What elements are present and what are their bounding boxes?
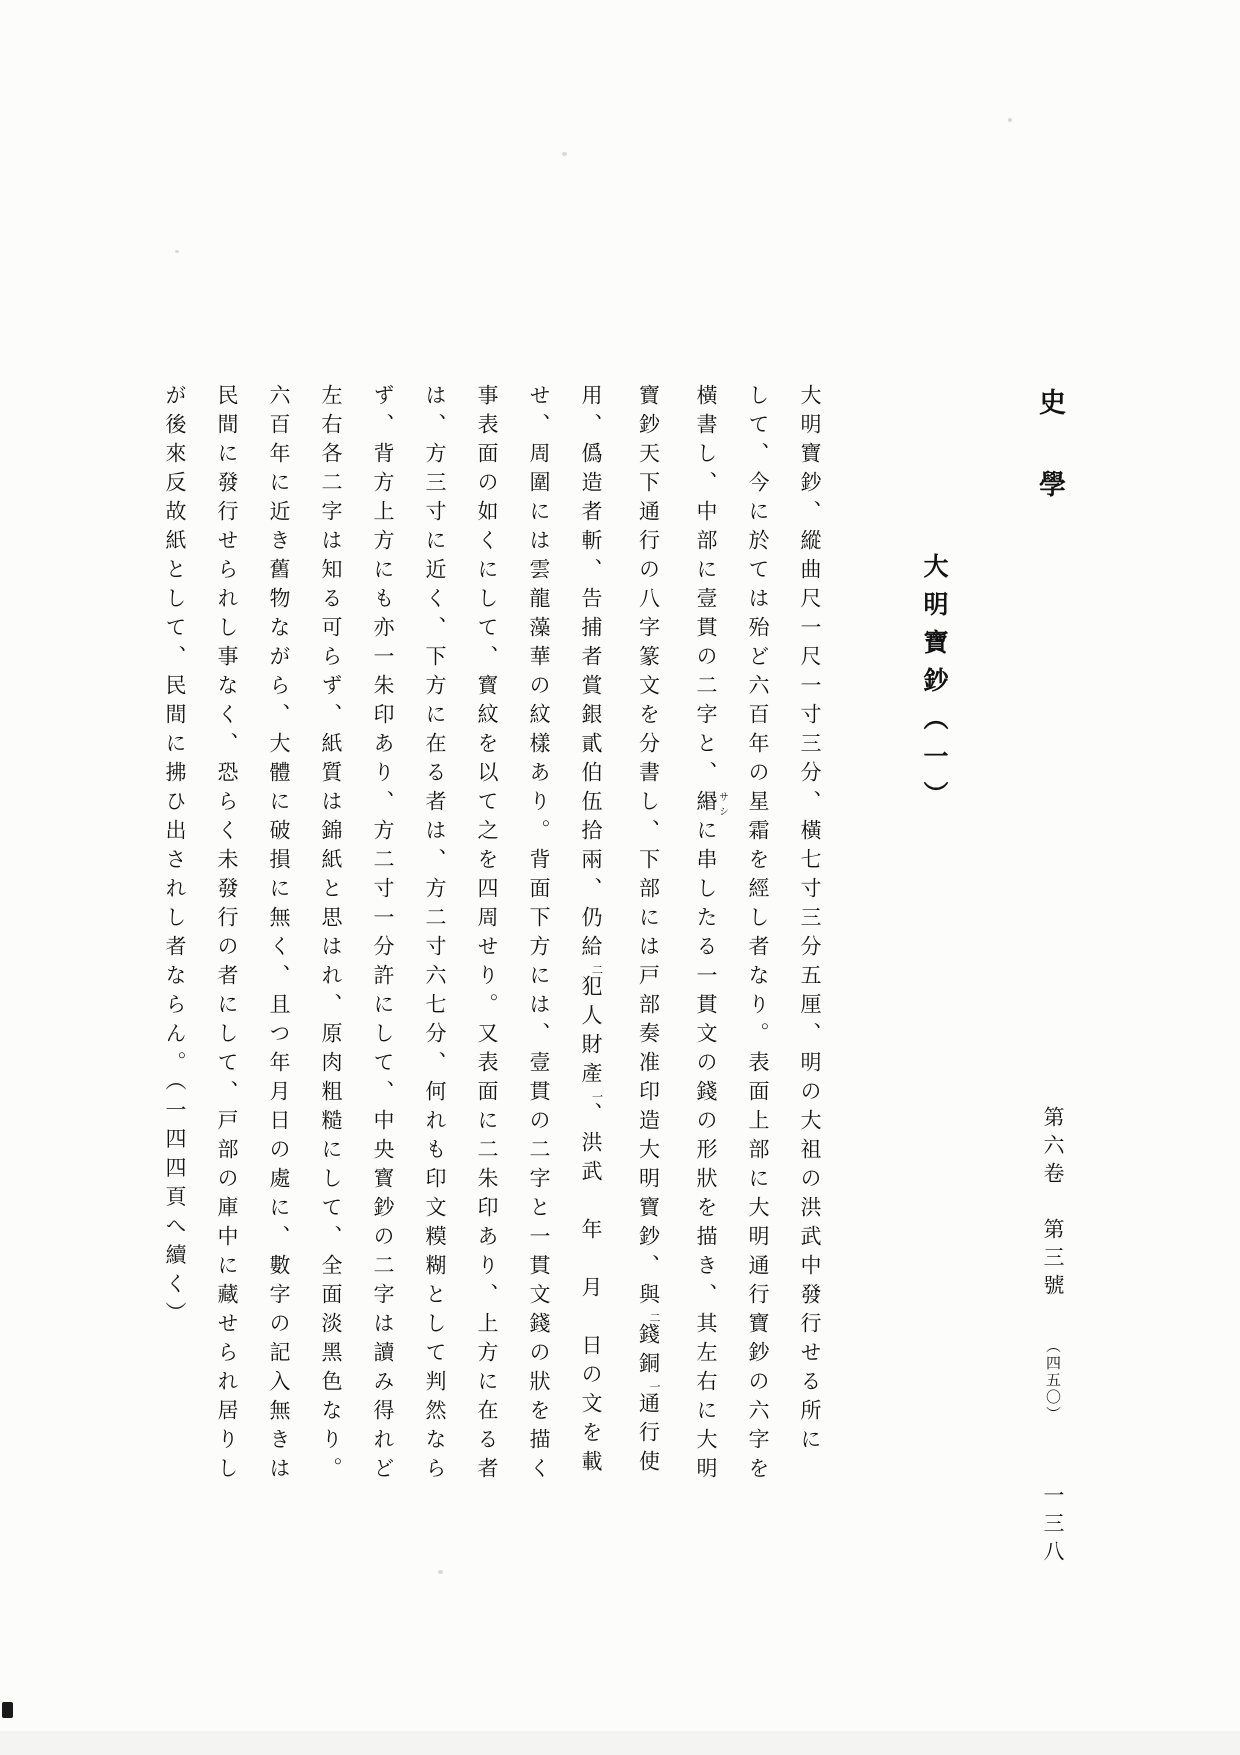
scan-speck bbox=[2, 1702, 13, 1718]
article-title: 大明寶鈔（一） bbox=[920, 553, 949, 819]
text-column: ず、背方上方にも亦一朱印あり、方二寸一分許にして、中央寳鈔の二字は讀み得れど bbox=[371, 384, 395, 1486]
text-column: せ、周圍には雲龍藻華の紋樣あり。背面下方には、壹貫の二字と一貫文錢の狀を描く bbox=[527, 384, 551, 1486]
text-column: 寶鈔天下通行の八字篆文を分書し、下部には戸部奏准印造大明寶鈔、與二錢銅一通行使 bbox=[636, 384, 661, 1479]
serial-number: （四五〇） bbox=[1044, 1337, 1062, 1423]
journal-title: 史 學 bbox=[1034, 388, 1065, 511]
text-column: 用、僞造者斬、告捕者賞銀貳伯伍拾兩、仍給二犯人財產一、洪武 年 月 日の文を載 bbox=[579, 384, 604, 1479]
page-number: 一三八 bbox=[1041, 1484, 1065, 1569]
text-column: 民間に發行せられし事なく、恐らく未發行の者にして、戸部の庫中に藏せられ居りし bbox=[215, 384, 239, 1486]
text-column: が後來反故紙として、民間に拂ひ出されし者ならん。（一四四頁へ續く） bbox=[163, 384, 187, 1331]
volume-issue-label: 第六卷 第三號 bbox=[1041, 1106, 1065, 1302]
scan-speck bbox=[438, 1570, 443, 1574]
kaeriten-mark: 一 bbox=[648, 1381, 661, 1392]
furigana: サシ bbox=[716, 790, 728, 819]
scan-speck bbox=[175, 250, 179, 253]
text-column: 六百年に近き舊物ながら、大體に破損に無く、且つ年月日の處に、數字の記入無きは bbox=[267, 384, 291, 1486]
scan-edge-band bbox=[0, 1731, 1240, 1755]
kaeriten-mark: 二 bbox=[648, 1312, 661, 1323]
text-column: は、方三寸に近く、下方に在る者は、方二寸六七分、何れも印文糢糊として判然なら bbox=[423, 384, 447, 1486]
volume-info bbox=[1038, 1106, 1068, 1568]
kaeriten-mark: 一 bbox=[590, 1091, 604, 1102]
kaeriten-mark: 二 bbox=[590, 964, 604, 975]
article-body bbox=[160, 384, 836, 1508]
text-column: 事表面の如くにして、寳紋を以て之を四周せり。又表面に二朱印あり、上方に在る者 bbox=[475, 384, 499, 1486]
text-column: 左右各二字は知る可らず、紙質は錦紙と思はれ、原肉粗糙にして、全面淡黑色なり。 bbox=[319, 384, 343, 1486]
text-column: 大明寶鈔、縱曲尺一尺一寸三分、橫七寸三分五厘、明の大祖の洪武中發行せる所に bbox=[798, 384, 822, 1457]
scan-speck bbox=[562, 152, 567, 156]
text-column: して、今に於ては殆ど六百年の星霜を經し者なり。表面上部に大明通行寶鈔の六字を bbox=[746, 384, 770, 1486]
scan-speck bbox=[1008, 118, 1012, 122]
text-column: 橫書し、中部に壹貫の二字と、緡サシに串したる一貫文の錢の形狀を描き、其左右に大明 bbox=[694, 384, 728, 1486]
